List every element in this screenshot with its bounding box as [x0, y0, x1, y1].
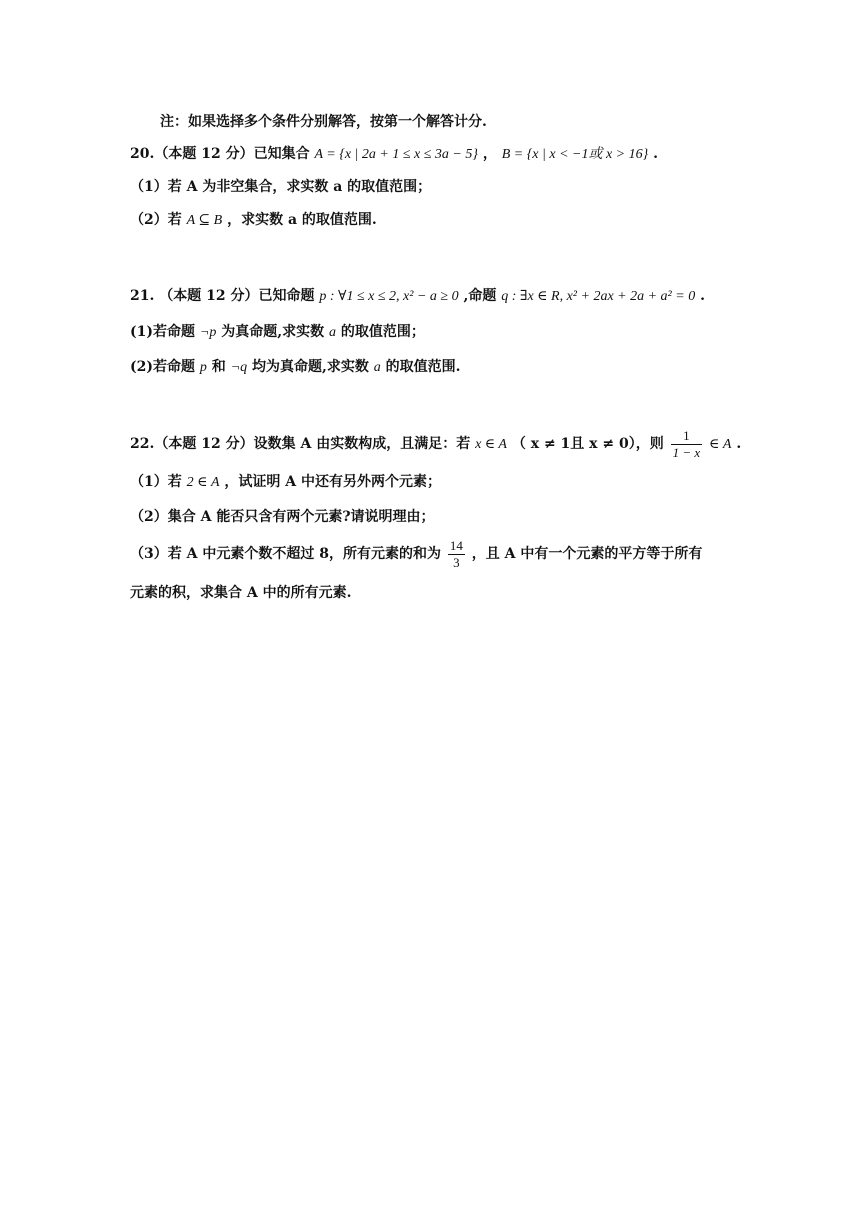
q22-part1 — [130, 472, 441, 493]
q22-fraction-numerator: 1 — [671, 428, 703, 445]
q22-stem — [130, 426, 741, 463]
q22-end: . — [736, 436, 742, 452]
q21-part2-math-p: p — [199, 360, 207, 375]
q22-paren: （ x ≠ 1且 x ≠ 0），则 — [511, 436, 664, 452]
q20-set-a: A = {x | 2a + 1 ≤ x ≤ 3a − 5} — [314, 147, 478, 162]
q20-end: . — [653, 146, 658, 162]
q21-part2-suffix: 的取值范围. — [385, 359, 461, 375]
q22-part2 — [130, 507, 435, 527]
q21-part1-mid: 为真命题,求实数 — [221, 324, 325, 340]
q22-head: 22.（本题 12 分）设数集 A 由实数构成，且满足：若 — [130, 436, 471, 452]
q22-part2-text: （2）集合 A 能否只含有两个元素?请说明理由； — [130, 509, 435, 525]
q21-part2 — [130, 357, 460, 378]
q20-part2-prefix: （2）若 — [130, 212, 182, 228]
q20-part2-math: A ⊆ B — [186, 213, 223, 228]
q22-part3-fraction — [448, 538, 465, 571]
q21-part1-math: ¬p — [199, 325, 217, 340]
q21-mid: ,命题 — [463, 288, 497, 304]
q22-fraction-denominator: 1 − x — [672, 444, 701, 460]
q21-part2-math-notq: ¬q — [230, 360, 248, 375]
q22-part3-denominator: 3 — [453, 554, 460, 570]
q22-part3 — [130, 536, 702, 572]
q20-head: 20.（本题 12 分）已知集合 — [130, 146, 310, 162]
q20-set-b: B = {x | x < −1或 x > 16} — [501, 147, 649, 162]
q22-part3-cont-text: 元素的积，求集合 A 中的所有元素. — [130, 585, 352, 601]
q22-part3-prefix: （3）若 A 中元素个数不超过 8，所有元素的和为 — [130, 546, 441, 562]
q21-part1-suffix: 的取值范围； — [340, 324, 425, 340]
q20-part2-suffix: ，求实数 a 的取值范围. — [227, 212, 377, 228]
q21-proposition-q: q : ∃x ∈ R, x² + 2ax + 2a + a² = 0 — [501, 289, 696, 304]
q22-part1-prefix: （1）若 — [130, 474, 182, 490]
q21-part2-var: a — [373, 360, 381, 375]
q22-part1-math: 2 ∈ A — [186, 475, 220, 490]
q21-part2-and: 和 — [211, 359, 226, 375]
q21-stem — [130, 286, 705, 307]
q21-part2-prefix: (2)若命题 — [130, 359, 195, 375]
q20-part1 — [130, 177, 431, 197]
q21-proposition-p: p : ∀1 ≤ x ≤ 2, x² − a ≥ 0 — [319, 289, 459, 304]
note-text: 注：如果选择多个条件分别解答，按第一个解答计分. — [160, 114, 487, 130]
q21-part1-var: a — [328, 325, 336, 340]
q20-part1-text: （1）若 A 为非空集合，求实数 a 的取值范围； — [130, 179, 432, 195]
scoring-note — [160, 112, 487, 132]
q20-part2 — [130, 210, 377, 231]
q22-in-a: ∈ A — [709, 437, 732, 452]
q22-part3-continuation — [130, 583, 351, 603]
q21-end: . — [700, 288, 705, 304]
q21-part1-prefix: (1)若命题 — [130, 324, 195, 340]
q22-fraction — [671, 428, 703, 461]
q21-part2-mid: 均为真命题,求实数 — [251, 359, 369, 375]
q20-separator: ， — [482, 146, 497, 162]
q22-part3-numerator: 14 — [449, 537, 463, 553]
q21-part1 — [130, 322, 425, 343]
q22-part1-suffix: ，试证明 A 中还有另外两个元素； — [224, 474, 442, 490]
q22-condition: x ∈ A — [475, 437, 507, 452]
q20-stem — [130, 144, 658, 165]
q21-head: 21. （本题 12 分）已知命题 — [130, 288, 315, 304]
q22-part3-suffix: ，且 A 中有一个元素的平方等于所有 — [471, 546, 703, 562]
